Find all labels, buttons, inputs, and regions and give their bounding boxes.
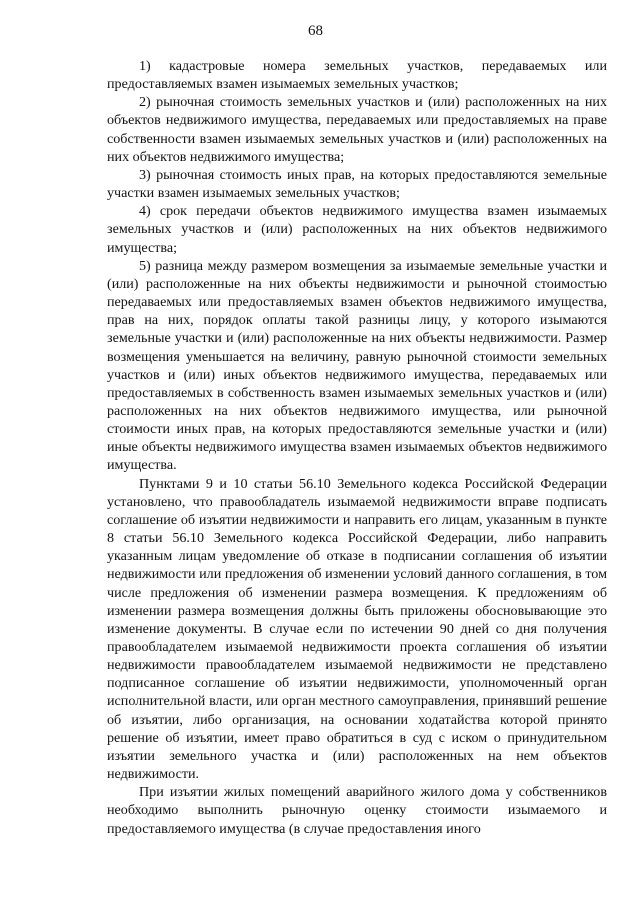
- paragraph-item-4: 4) срок передачи объектов недвижимого имущества взамен изымаемых земельных участков и (или) расположенных на них объектов недвижимого имущества;: [107, 203, 607, 256]
- page-number: 68: [308, 23, 323, 39]
- paragraph-item-3: 3) рыночная стоимость иных прав, на которых предоставляются земельные участки взамен изымаемых земельных участков;: [107, 166, 607, 202]
- paragraph-item-2: 2) рыночная стоимость земельных участков и (или) расположенных на них объектов недвижимого имущества, передаваемых или предоставляемых на праве собственности взамен изымаемых земельных участков и (или) расположенных на них объектов недвижимого имущества;: [107, 94, 607, 165]
- paragraph-item-5: 5) разница между размером возмещения за изымаемые земельные участки и (или) расположенные на них объекты недвижимости и рыночной стоимостью передаваемых или предоставляемых взамен объектов недвижимого имущества, прав на них, порядок оплаты такой разницы лицу, у которого изымаются земельные участки и (или) расположенные на них объекты недвижимости. Размер возмещения уменьшается на величину, равную рыночной стоимости земельных участков и (или) иных объектов недвижимого имущества, передаваемых или предоставляемых в собственность взамен изымаемых земельных участков и (или) расположенных на них объектов недвижимого имущества, или рыночной стоимости иных прав, на которых предоставляются земельные участки и (или) иные объекты недвижимого имущества взамен изымаемых объектов недвижимого имущества.: [107, 257, 607, 474]
- paragraph-item-1: 1) кадастровые номера земельных участков, передаваемых или предоставляемых взамен изымаемых земельных участков;: [107, 58, 607, 93]
- paragraph-residential-premises: При изъятии жилых помещений аварийного жилого дома у собственников необходимо выполнить рыночную оценку стоимости изымаемого и предоставляемого имущества (в случае предоставления иного: [107, 784, 607, 837]
- paragraph-articles-56-10: Пунктами 9 и 10 статьи 56.10 Земельного кодекса Российской Федерации установлено, что правообладатель изымаемой недвижимости вправе подписать соглашение об изъятии недвижимости и направить его лицам, указанным в пункте 8 статьи 56.10 Земельного кодекса Российской Федерации, либо направить указанным лицам уведомление об отказе в подписании соглашения об изъятии недвижимости или предложения об изменении условий данного соглашения, в том числе предложения об изменении размера возмещения. К предложениям об изменении размера возмещения должны быть приложены обосновывающие это изменение документы. В случае если по истечении 90 дней со дня получения правообладателем изымаемой недвижимости проекта соглашения об изъятии недвижимости правообладателем изымаемой недвижимости не представлено подписанное соглашение об изъятии недвижимости, уполномоченный орган исполнительной власти, или орган местного самоуправления, принявший решение об изъятии, либо организация, на основании ходатайства которой принято решение об изъятии, имеет право обратиться в суд с иском о принудительном изъятии земельного участка и (или) расположенных на нем объектов недвижимости.: [107, 475, 607, 783]
- document-body: [107, 57, 607, 838]
